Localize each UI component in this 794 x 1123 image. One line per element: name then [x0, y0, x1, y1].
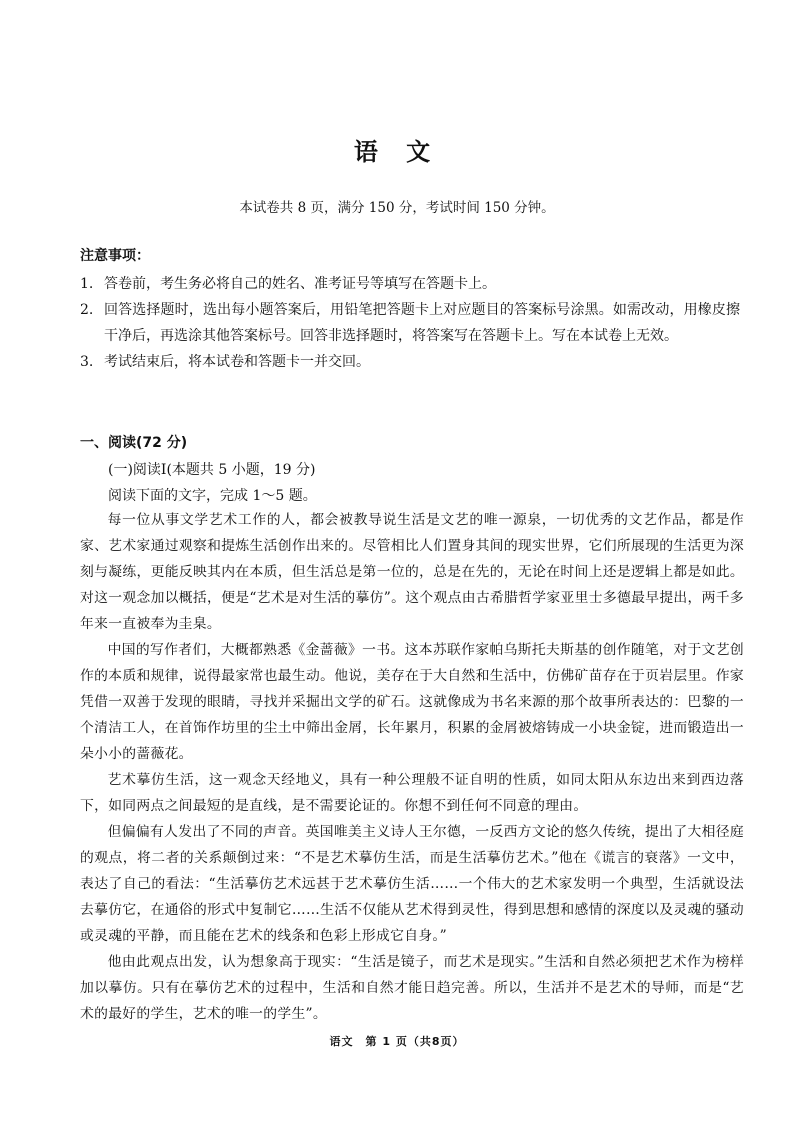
notice-list	[80, 271, 740, 375]
notice-item	[80, 297, 740, 349]
page-title: 语 文	[353, 138, 441, 166]
notice-item-text: 回答选择题时，选出每小题答案后，用铅笔把答题卡上对应题目的答案标号涂黑。如需改动，用橡皮擦干净后，再选涂其他答案标号。回答非选择题时，将答案写在答题卡上。写在本试卷上无效。	[104, 302, 740, 344]
notice-item-text: 答卷前，考生务必将自己的姓名、准考证号等填写在答题卡上。	[104, 276, 496, 292]
section-heading: 一、阅读(72 分)	[80, 435, 188, 451]
passage-paragraph: 每一位从事文学艺术工作的人，都会被教导说生活是文艺的唯一源泉，一切优秀的文艺作品，都是作家、艺术家通过观察和提炼生活创作出来的。尽管相比人们置身其间的现实世界，它们所展现的生活更为深刻与凝练，更能反映其内在本质，但生活总是第一位的，总是在先的，无论在时间上还是逻辑上都是如此。对这一观念加以概括，便是“艺术是对生活的摹仿”。这个观点由古希腊哲学家亚里士多德最早提出，两千多年来一直被奉为圭臬。	[80, 512, 744, 632]
notice-heading: 注意事项：	[80, 248, 150, 264]
passage-paragraph: 艺术摹仿生活，这一观念天经地义，具有一种公理般不证自明的性质，如同太阳从东边出来到西边落下，如同两点之间最短的是直线，是不需要论证的。你想不到任何不同意的理由。	[80, 772, 744, 814]
notice-item-number: 3.	[80, 354, 94, 370]
page-footer: 语文 第 1 页（共8页）	[329, 1035, 465, 1048]
notice-item	[80, 271, 740, 297]
notice-item	[80, 349, 740, 375]
passage-paragraph: 他由此观点出发，认为想象高于现实：“生活是镜子，而艺术是现实。”生活和自然必须把艺术作为榜样加以摹仿。只有在摹仿艺术的过程中，生活和自然才能日趋完善。所以，生活并不是艺术的导师，而是“艺术的最好的学生，艺术的唯一的学生”。	[80, 954, 744, 1022]
passage-paragraph: 中国的写作者们，大概都熟悉《金蔷薇》一书。这本苏联作家帕乌斯托夫斯基的创作随笔，对于文艺创作的本质和规律，说得最家常也最生动。他说，美存在于大自然和生活中，仿佛矿苗存在于页岩层里。作家凭借一双善于发现的眼睛，寻找并采掘出文学的矿石。这就像成为书名来源的那个故事所表达的：巴黎的一个清洁工人，在首饰作坊里的尘土中筛出金屑，长年累月，积累的金屑被熔铸成一小块金锭，进而锻造出一朵小小的蔷薇花。	[80, 642, 744, 762]
reading-subheading: (一)阅读Ⅰ(本题共 5 小题，19 分)	[108, 462, 316, 478]
notice-item-text: 考试结束后，将本试卷和答题卡一并交回。	[104, 354, 370, 370]
exam-info: 本试卷共 8 页，满分 150 分，考试时间 150 分钟。	[239, 200, 555, 216]
passage-paragraph: 但偏偏有人发出了不同的声音。英国唯美主义诗人王尔德，一反西方文论的悠久传统，提出了大相径庭的观点，将二者的关系颠倒过来：“不是艺术摹仿生活，而是生活摹仿艺术。”他在《谎言的衰落》一文中，表达了自己的看法：“生活摹仿艺术远甚于艺术摹仿生活……一个伟大的艺术家发明一个典型，生活就设法去摹仿它，在通俗的形式中复制它……生活不仅能从艺术得到灵性，得到思想和感情的深度以及灵魂的骚动或灵魂的平静，而且能在艺术的线条和色彩上形成它自身。”	[80, 824, 744, 944]
notice-item-number: 1.	[80, 276, 94, 292]
notice-item-number: 2.	[80, 302, 94, 318]
reading-passage	[80, 507, 744, 1027]
reading-instruction: 阅读下面的文字，完成 1～5 题。	[108, 488, 317, 504]
